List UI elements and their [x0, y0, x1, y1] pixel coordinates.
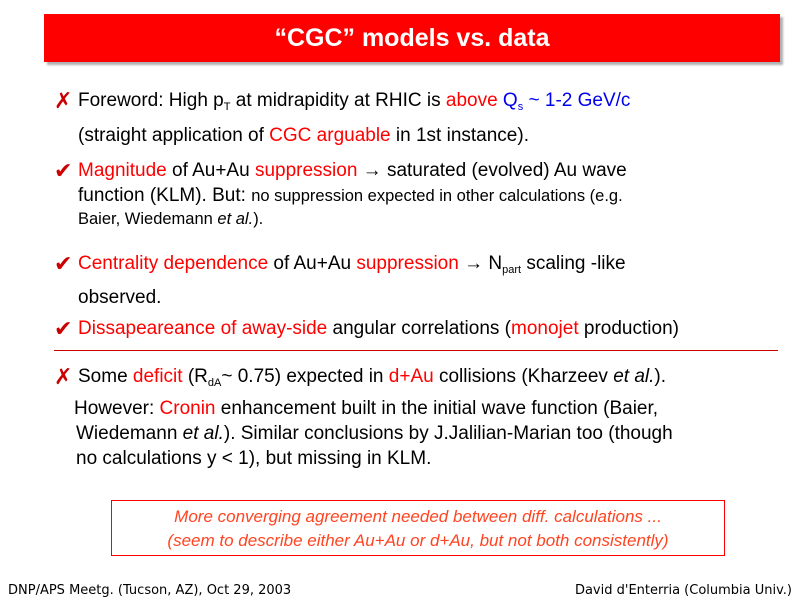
bullet-line: observed.: [78, 287, 162, 308]
bullet-line: Some deficit ($R_{dA}\sim$ 0.75) expected in d+Au collisions (Kharzeev et al.).: [78, 366, 667, 389]
footer-right: David d'Enterria (Columbia Univ.): [574, 583, 792, 598]
bullet-line: Magnitude of Au+Au suppression → saturated (evolved) Au wave: [78, 160, 627, 181]
divider-line: [54, 350, 778, 351]
bullet-line: function (KLM). But: no suppression expected in other calculations (e.g.: [78, 185, 623, 206]
bullet-line: Baier, Wiedemann et al.).: [78, 210, 264, 228]
bullet-foreword: [54, 88, 794, 149]
bullet-line: Foreword: High $p_T$ at midrapidity at RHIC is above $Q_s$ ~ 1-2 GeV/c: [78, 90, 631, 113]
conclusion-note-box: [111, 500, 725, 556]
bullet-line: Centrality dependence of Au+Au suppression → $N_{part}$ scaling -like: [78, 253, 626, 276]
footer-left: DNP/APS Meetg. (Tucson, AZ), Oct 29, 2003: [8, 583, 292, 598]
checkmark-icon: ✔: [54, 158, 73, 183]
title-bar: [44, 14, 780, 62]
bullet-line: Dissapeareance of away-side angular correlations (monojet production): [78, 318, 679, 339]
paragraph-line: no calculations y < 1), but missing in KLM.: [76, 448, 432, 469]
slide-title: “CGC” models vs. data: [274, 23, 550, 52]
paragraph-line: However: Cronin enhancement built in the initial wave function (Baier,: [74, 398, 659, 419]
bullet-away-side: [54, 316, 794, 342]
cross-mark-icon: ✗: [54, 364, 73, 389]
bullet-line: (straight application of CGC arguable in 1st instance).: [78, 125, 529, 146]
cross-mark-icon: ✗: [54, 88, 73, 113]
note-line: More converging agreement needed between diff. calculations ...: [174, 507, 662, 526]
bullet-centrality: [54, 251, 794, 311]
checkmark-icon: ✔: [54, 316, 73, 341]
note-line: (seem to describe either Au+Au or d+Au, but not both consistently): [167, 531, 669, 550]
paragraph-line: Wiedemann et al.). Similar conclusions by J.Jalilian-Marian too (though: [76, 423, 673, 444]
however-paragraph: [74, 396, 794, 471]
bullet-deficit: [54, 364, 794, 396]
bullet-magnitude: [54, 158, 794, 230]
checkmark-icon: ✔: [54, 251, 73, 276]
